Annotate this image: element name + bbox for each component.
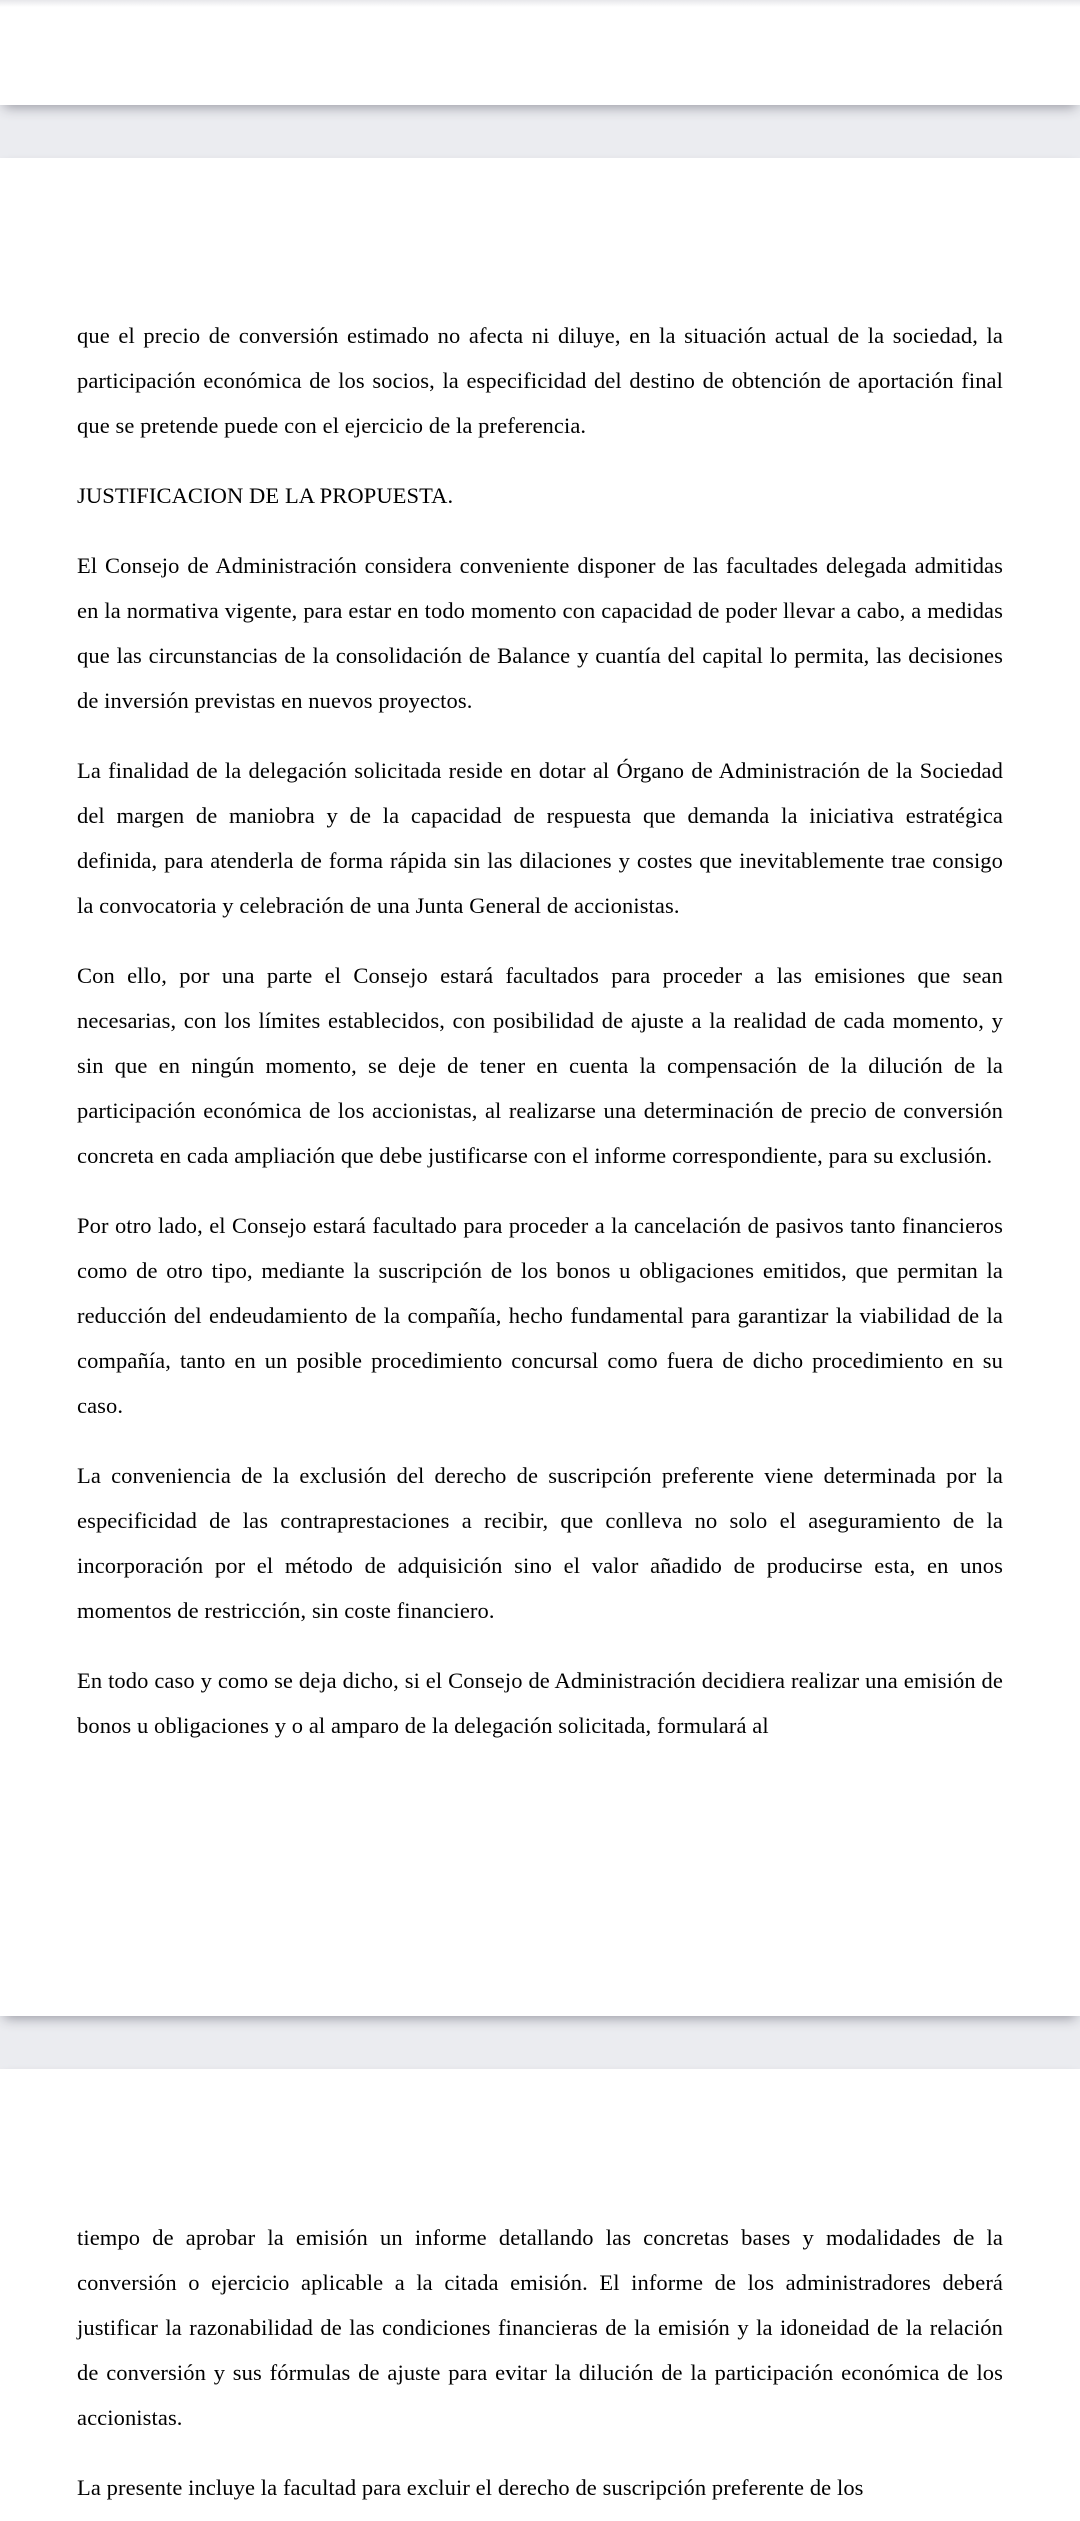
paragraph-emisiones-necesarias: Con ello, por una parte el Consejo estará facultados para proceder a las emisiones que sean necesarias, con los límites establecidos, con posibilidad de ajuste a la realidad de cada momento, y sin que en ningún momento, se deje de tener en cuenta la compensación de la dilución de la participación económica de los accionistas, al realizarse una determinación de precio de conversión concreta en cada ampliación que debe justificarse con el informe correspondiente, para su exclusión. <box>77 963 1003 1168</box>
paragraph-en-todo-caso: En todo caso y como se deja dicho, si el Consejo de Administración decidiera realizar una emisión de bonos u obligaciones y o al amparo de la delegación solicitada, formulará al <box>77 1668 1003 1738</box>
document-page-next-top <box>0 2069 1080 2521</box>
paragraph-informe-detallando: tiempo de aprobar la emisión un informe detallando las concretas bases y modalidades de la conversión o ejercicio aplicable a la citada emisión. El informe de los administradores deberá justificar la razonabilidad de las condiciones financieras de la emisión y la idoneidad de la relación de conversión y sus fórmulas de ajuste para evitar la dilución de la participación económica de los accionistas. <box>77 2225 1003 2430</box>
document-page-current <box>0 158 1080 2016</box>
paragraph-conveniencia-exclusion: La conveniencia de la exclusión del derecho de suscripción preferente viene determinada por la especificidad de las contraprestaciones a recibir, que conlleva no solo el aseguramiento de la incorporación por el método de adquisición sino el valor añadido de producirse esta, en unos momentos de restricción, sin coste financiero. <box>77 1463 1003 1623</box>
section-heading-justificacion: JUSTIFICACION DE LA PROPUESTA. <box>77 483 454 508</box>
paragraph-cancelacion-pasivos: Por otro lado, el Consejo estará facultado para proceder a la cancelación de pasivos tanto financieros como de otro tipo, mediante la suscripción de los bonos u obligaciones emitidos, que permitan la reducción del endeudamiento de la compañía, hecho fundamental para garantizar la viabilidad de la compañía, tanto en un posible procedimiento concursal como fuera de dicho procedimiento en su caso. <box>77 1213 1003 1418</box>
page-separator <box>0 2016 1080 2069</box>
paragraph-conversion-price: que el precio de conversión estimado no afecta ni diluye, en la situación actual de la sociedad, la participación económica de los socios, la especificidad del destino de obtención de aportación final que se pretende puede con el ejercicio de la preferencia. <box>77 323 1003 438</box>
paragraph-finalidad-delegacion: La finalidad de la delegación solicitada reside en dotar al Órgano de Administración de la Sociedad del margen de maniobra y de la capacidad de respuesta que demanda la iniciativa estratégica definida, para atenderla de forma rápida sin las dilaciones y costes que inevitablemente trae consigo la convocatoria y celebración de una Junta General de accionistas. <box>77 758 1003 918</box>
paragraph-la-presente-incluye: La presente incluye la facultad para excluir el derecho de suscripción preferente de los <box>77 2475 864 2500</box>
paragraph-consejo-facultades: El Consejo de Administración considera conveniente disponer de las facultades delegada admitidas en la normativa vigente, para estar en todo momento con capacidad de poder llevar a cabo, a medidas que las circunstancias de la consolidación de Balance y cuantía del capital lo permita, las decisiones de inversión previstas en nuevos proyectos. <box>77 553 1003 713</box>
page-separator <box>0 105 1080 158</box>
page-previous-bottom <box>0 0 1080 105</box>
